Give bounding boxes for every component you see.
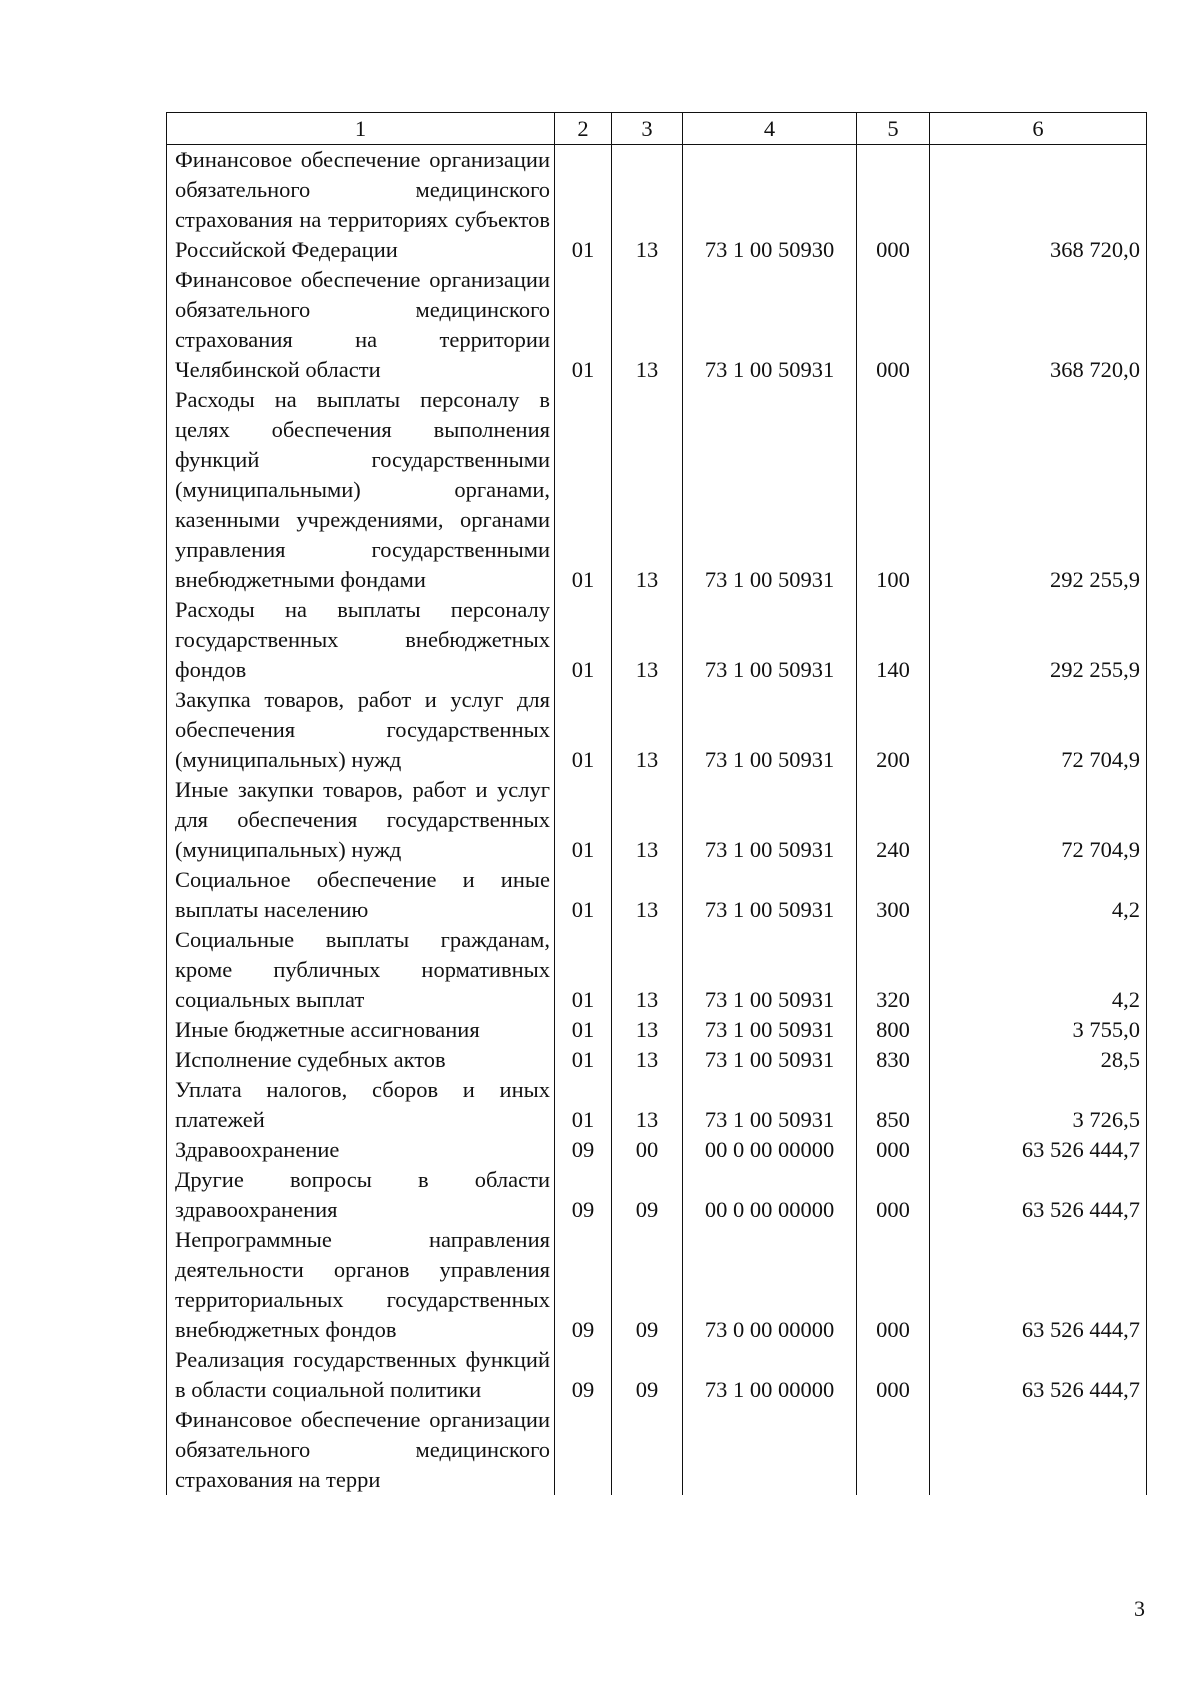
- amount-cell: 28,5: [930, 1045, 1147, 1075]
- column-header: 4: [683, 113, 857, 145]
- target-article-code-cell: 73 1 00 50931: [683, 1015, 857, 1045]
- item-name-cell: Финансовое обеспечение организации обязательного медицинского страхования на территории Челябинской области: [167, 265, 555, 385]
- item-name-cell: Здравоохранение: [167, 1135, 555, 1165]
- target-article-code-cell: 00 0 00 00000: [683, 1135, 857, 1165]
- subsection-code-cell: 09: [612, 1165, 683, 1225]
- target-article-code-cell: 73 1 00 50931: [683, 865, 857, 925]
- column-header: 6: [930, 113, 1147, 145]
- item-name-cell: Закупка товаров, работ и услуг для обеспечения государственных (муниципальных) нужд: [167, 685, 555, 775]
- table-row: [167, 1135, 1147, 1165]
- section-code-cell: 09: [555, 1345, 612, 1405]
- item-name-cell: Иные закупки товаров, работ и услуг для обеспечения государственных (муниципальных) нужд: [167, 775, 555, 865]
- subsection-code-cell: 13: [612, 775, 683, 865]
- section-code-cell: 01: [555, 385, 612, 595]
- table-row: [167, 775, 1147, 865]
- subsection-code-cell: 13: [612, 265, 683, 385]
- target-article-code-cell: [683, 1405, 857, 1495]
- table-row: [167, 1345, 1147, 1405]
- page-number: 3: [1134, 1596, 1145, 1621]
- amount-cell: 4,2: [930, 925, 1147, 1015]
- amount-cell: 72 704,9: [930, 685, 1147, 775]
- expense-type-code-cell: 000: [857, 1135, 930, 1165]
- table-row: [167, 1405, 1147, 1495]
- column-header: 1: [167, 113, 555, 145]
- column-header: 3: [612, 113, 683, 145]
- section-code-cell: 01: [555, 865, 612, 925]
- table-row: [167, 1075, 1147, 1135]
- amount-cell: 368 720,0: [930, 145, 1147, 266]
- amount-cell: [930, 1405, 1147, 1495]
- target-article-code-cell: 73 1 00 50931: [683, 685, 857, 775]
- section-code-cell: 09: [555, 1165, 612, 1225]
- item-name-cell: Расходы на выплаты персоналу в целях обеспечения выполнения функций государственными (муниципальными) органами, казенными учреждениями, органами управления государственными внебюджетными фондами: [167, 385, 555, 595]
- expense-type-code-cell: 300: [857, 865, 930, 925]
- subsection-code-cell: 13: [612, 685, 683, 775]
- amount-cell: 63 526 444,7: [930, 1135, 1147, 1165]
- amount-cell: 63 526 444,7: [930, 1165, 1147, 1225]
- target-article-code-cell: 73 1 00 50931: [683, 925, 857, 1015]
- table-row: [167, 1015, 1147, 1045]
- target-article-code-cell: 73 1 00 50931: [683, 595, 857, 685]
- expense-type-code-cell: 830: [857, 1045, 930, 1075]
- expense-type-code-cell: 000: [857, 1165, 930, 1225]
- subsection-code-cell: 13: [612, 1015, 683, 1045]
- expense-type-code-cell: 320: [857, 925, 930, 1015]
- expense-type-code-cell: 100: [857, 385, 930, 595]
- target-article-code-cell: 73 1 00 50930: [683, 145, 857, 266]
- expense-type-code-cell: 000: [857, 1225, 930, 1345]
- section-code-cell: 01: [555, 775, 612, 865]
- target-article-code-cell: 73 1 00 50931: [683, 775, 857, 865]
- subsection-code-cell: 13: [612, 865, 683, 925]
- amount-cell: 292 255,9: [930, 595, 1147, 685]
- table-body: [167, 145, 1147, 1496]
- table-row: [167, 1225, 1147, 1345]
- item-name-cell: Другие вопросы в области здравоохранения: [167, 1165, 555, 1225]
- table-row: [167, 145, 1147, 266]
- table-row: [167, 265, 1147, 385]
- column-header: 5: [857, 113, 930, 145]
- amount-cell: 292 255,9: [930, 385, 1147, 595]
- section-code-cell: 01: [555, 1015, 612, 1045]
- section-code-cell: 01: [555, 1045, 612, 1075]
- expense-type-code-cell: 800: [857, 1015, 930, 1045]
- column-number-row: [167, 113, 1147, 145]
- item-name-cell: Уплата налогов, сборов и иных платежей: [167, 1075, 555, 1135]
- expense-type-code-cell: 200: [857, 685, 930, 775]
- subsection-code-cell: 13: [612, 595, 683, 685]
- subsection-code-cell: 13: [612, 925, 683, 1015]
- amount-cell: 3 755,0: [930, 1015, 1147, 1045]
- section-code-cell: 01: [555, 925, 612, 1015]
- item-name-cell: Социальные выплаты гражданам, кроме публичных нормативных социальных выплат: [167, 925, 555, 1015]
- expense-type-code-cell: 850: [857, 1075, 930, 1135]
- item-name-cell: Иные бюджетные ассигнования: [167, 1015, 555, 1045]
- table-row: [167, 925, 1147, 1015]
- subsection-code-cell: 00: [612, 1135, 683, 1165]
- item-name-cell: Социальное обеспечение и иные выплаты населению: [167, 865, 555, 925]
- section-code-cell: [555, 1405, 612, 1495]
- expense-type-code-cell: 000: [857, 145, 930, 266]
- target-article-code-cell: 73 1 00 50931: [683, 385, 857, 595]
- expense-type-code-cell: 240: [857, 775, 930, 865]
- section-code-cell: 01: [555, 145, 612, 266]
- section-code-cell: 01: [555, 595, 612, 685]
- subsection-code-cell: 13: [612, 1075, 683, 1135]
- subsection-code-cell: 13: [612, 145, 683, 266]
- subsection-code-cell: [612, 1405, 683, 1495]
- target-article-code-cell: 73 0 00 00000: [683, 1225, 857, 1345]
- subsection-code-cell: 09: [612, 1225, 683, 1345]
- subsection-code-cell: 13: [612, 385, 683, 595]
- column-header: 2: [555, 113, 612, 145]
- table-row: [167, 385, 1147, 595]
- section-code-cell: 09: [555, 1225, 612, 1345]
- table-row: [167, 1045, 1147, 1075]
- amount-cell: 3 726,5: [930, 1075, 1147, 1135]
- section-code-cell: 09: [555, 1135, 612, 1165]
- item-name-cell: Финансовое обеспечение организации обязательного медицинского страхования на территориях субъектов Российской Федерации: [167, 145, 555, 266]
- expense-type-code-cell: 000: [857, 1345, 930, 1405]
- target-article-code-cell: 73 1 00 50931: [683, 265, 857, 385]
- expense-type-code-cell: [857, 1405, 930, 1495]
- item-name-cell: Исполнение судебных актов: [167, 1045, 555, 1075]
- item-name-cell: Финансовое обеспечение организации обязательного медицинского страхования на терри: [167, 1405, 555, 1495]
- amount-cell: 63 526 444,7: [930, 1225, 1147, 1345]
- target-article-code-cell: 73 1 00 50931: [683, 1045, 857, 1075]
- amount-cell: 368 720,0: [930, 265, 1147, 385]
- expense-type-code-cell: 140: [857, 595, 930, 685]
- expense-type-code-cell: 000: [857, 265, 930, 385]
- amount-cell: 72 704,9: [930, 775, 1147, 865]
- target-article-code-cell: 00 0 00 00000: [683, 1165, 857, 1225]
- amount-cell: 63 526 444,7: [930, 1345, 1147, 1405]
- table-row: [167, 1165, 1147, 1225]
- budget-table: [166, 112, 1147, 1495]
- target-article-code-cell: 73 1 00 50931: [683, 1075, 857, 1135]
- table-row: [167, 865, 1147, 925]
- table-row: [167, 595, 1147, 685]
- amount-cell: 4,2: [930, 865, 1147, 925]
- subsection-code-cell: 09: [612, 1345, 683, 1405]
- section-code-cell: 01: [555, 685, 612, 775]
- section-code-cell: 01: [555, 1075, 612, 1135]
- subsection-code-cell: 13: [612, 1045, 683, 1075]
- item-name-cell: Реализация государственных функций в области социальной политики: [167, 1345, 555, 1405]
- target-article-code-cell: 73 1 00 00000: [683, 1345, 857, 1405]
- table-row: [167, 685, 1147, 775]
- item-name-cell: Непрограммные направления деятельности органов управления территориальных государственных внебюджетных фондов: [167, 1225, 555, 1345]
- item-name-cell: Расходы на выплаты персоналу государственных внебюджетных фондов: [167, 595, 555, 685]
- section-code-cell: 01: [555, 265, 612, 385]
